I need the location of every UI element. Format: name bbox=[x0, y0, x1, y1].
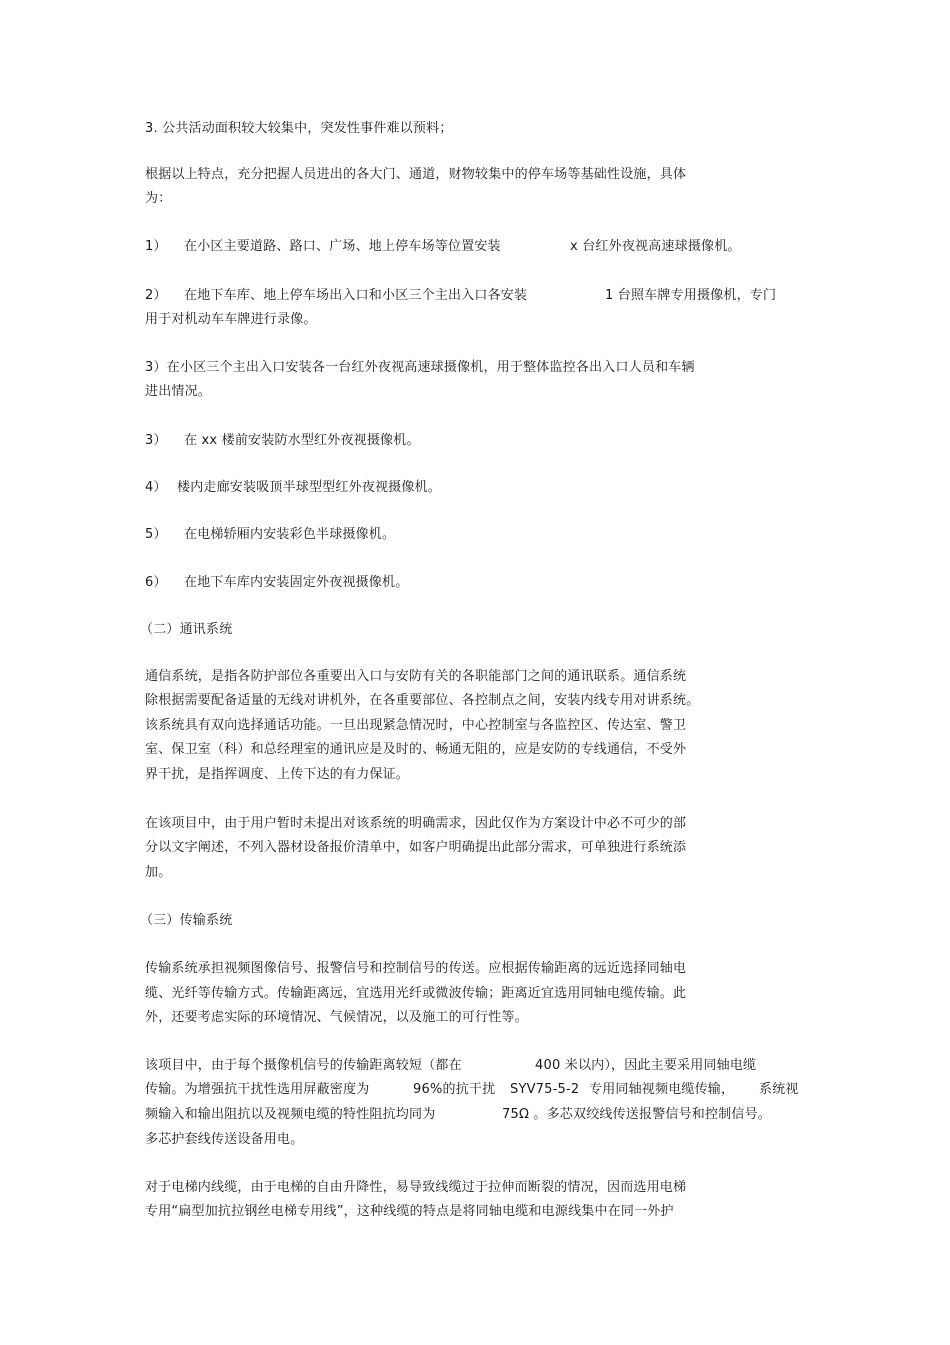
paragraph-line: 传输系统承担视频图像信号、报警信号和控制信号的传送。应根据传输距离的远近选择同轴电 bbox=[145, 961, 687, 976]
list-item-text: 进出情况。 bbox=[145, 384, 212, 399]
paragraph-line: 96%的抗干扰 bbox=[413, 1082, 496, 1097]
list-item-number: 4） bbox=[145, 480, 167, 495]
list-item-number: 2） bbox=[145, 288, 167, 303]
paragraph-line: 该项目中，由于每个摄像机信号的传输距离较短（都在 bbox=[145, 1058, 462, 1073]
paragraph-line: 为： bbox=[145, 191, 172, 206]
list-item-text: x 台红外夜视高速球摄像机。 bbox=[570, 239, 741, 254]
paragraph-line: 界干扰，是指挥调度、上传下达的有力保证。 bbox=[145, 767, 410, 782]
paragraph-line: 专用“扁型加抗拉钢丝电梯专用线”，这种线缆的特点是将同轴电缆和电源线集中在同一外护 bbox=[145, 1204, 674, 1219]
paragraph-line: 400 米以内），因此主要采用同轴电缆 bbox=[535, 1058, 757, 1073]
paragraph-line: 加。 bbox=[145, 865, 172, 880]
paragraph-line: 外，还要考虑实际的环境情况、气候情况，以及施工的可行性等。 bbox=[145, 1010, 528, 1025]
section-heading: （二）通讯系统 bbox=[140, 622, 233, 637]
list-item-text: 在地下车库、地上停车场出入口和小区三个主出入口各安装 bbox=[184, 288, 528, 303]
paragraph-line: 缆、光纤等传输方式。传输距离远，宜选用光纤或微波传输；距离近宜选用同轴电缆传输。此 bbox=[145, 986, 687, 1001]
paragraph-line: SYV75-5-2 bbox=[510, 1082, 580, 1097]
paragraph-line: 在该项目中，由于用户暂时未提出对该系统的明确需求，因此仅作为方案设计中必不可少的部 bbox=[145, 816, 687, 831]
section-heading: （三）传输系统 bbox=[140, 913, 233, 928]
list-item-text: 楼内走廊安装吸顶半球型型红外夜视摄像机。 bbox=[177, 480, 442, 495]
paragraph-line: 专用同轴视频电缆传输， bbox=[589, 1082, 735, 1097]
list-item-number: 6） bbox=[145, 575, 167, 590]
paragraph-line: 频输入和输出阻抗以及视频电缆的特性阻抗均同为 bbox=[145, 1107, 436, 1122]
paragraph-line: 3. 公共活动面积较大较集中，突发性事件难以预料； bbox=[145, 121, 453, 136]
list-item-text: 用于对机动车车牌进行录像。 bbox=[145, 312, 317, 327]
paragraph-line: 分以文字阐述，不列入器材设备报价清单中，如客户明确提出此部分需求，可单独进行系统添 bbox=[145, 840, 687, 855]
list-item-text: 在 xx 楼前安装防水型红外夜视摄像机。 bbox=[184, 433, 420, 448]
paragraph-line: 多芯护套线传送设备用电。 bbox=[145, 1132, 304, 1147]
paragraph-line: 根据以上特点，充分把握人员进出的各大门、通道，财物较集中的停车场等基础性设施，具体 bbox=[145, 167, 687, 182]
list-item-text: 在电梯轿厢内安装彩色半球摄像机。 bbox=[184, 527, 396, 542]
paragraph-line: 通信系统，是指各防护部位各重要出入口与安防有关的各职能部门之间的通讯联系。通信系统 bbox=[145, 669, 687, 684]
list-item-text: 在地下车库内安装固定外夜视摄像机。 bbox=[184, 575, 409, 590]
paragraph-line: 该系统具有双向选择通话功能。一旦出现紧急情况时，中心控制室与各监控区、传达室、警卫 bbox=[145, 718, 687, 733]
paragraph-line: 室、保卫室（科）和总经理室的通讯应是及时的、畅通无阻的，应是安防的专线通信，不受外 bbox=[145, 742, 687, 757]
list-item-text: 在小区主要道路、路口、广场、地上停车场等位置安装 bbox=[184, 239, 501, 254]
list-item-text: 3）在小区三个主出入口安装各一台红外夜视高速球摄像机，用于整体监控各出入口人员和车辆 bbox=[145, 360, 695, 375]
paragraph-line: 对于电梯内线缆，由于电梯的自由升降性，易导致线缆过于拉伸而断裂的情况，因而选用电梯 bbox=[145, 1180, 687, 1195]
paragraph-line: 75Ω 。多芯双绞线传送报警信号和控制信号。 bbox=[502, 1107, 772, 1122]
list-item-number: 1） bbox=[145, 239, 167, 254]
paragraph-line: 传输。为增强抗干扰性选用屏蔽密度为 bbox=[145, 1082, 370, 1097]
list-item-text: 1 台照车牌专用摄像机，专门 bbox=[605, 288, 777, 303]
list-item-number: 5） bbox=[145, 527, 167, 542]
list-item-number: 3） bbox=[145, 433, 167, 448]
paragraph-line: 除根据需要配备适量的无线对讲机外，在各重要部位、各控制点之间，安装内线专用对讲系统。 bbox=[145, 693, 700, 708]
paragraph-line: 系统视 bbox=[759, 1082, 799, 1097]
